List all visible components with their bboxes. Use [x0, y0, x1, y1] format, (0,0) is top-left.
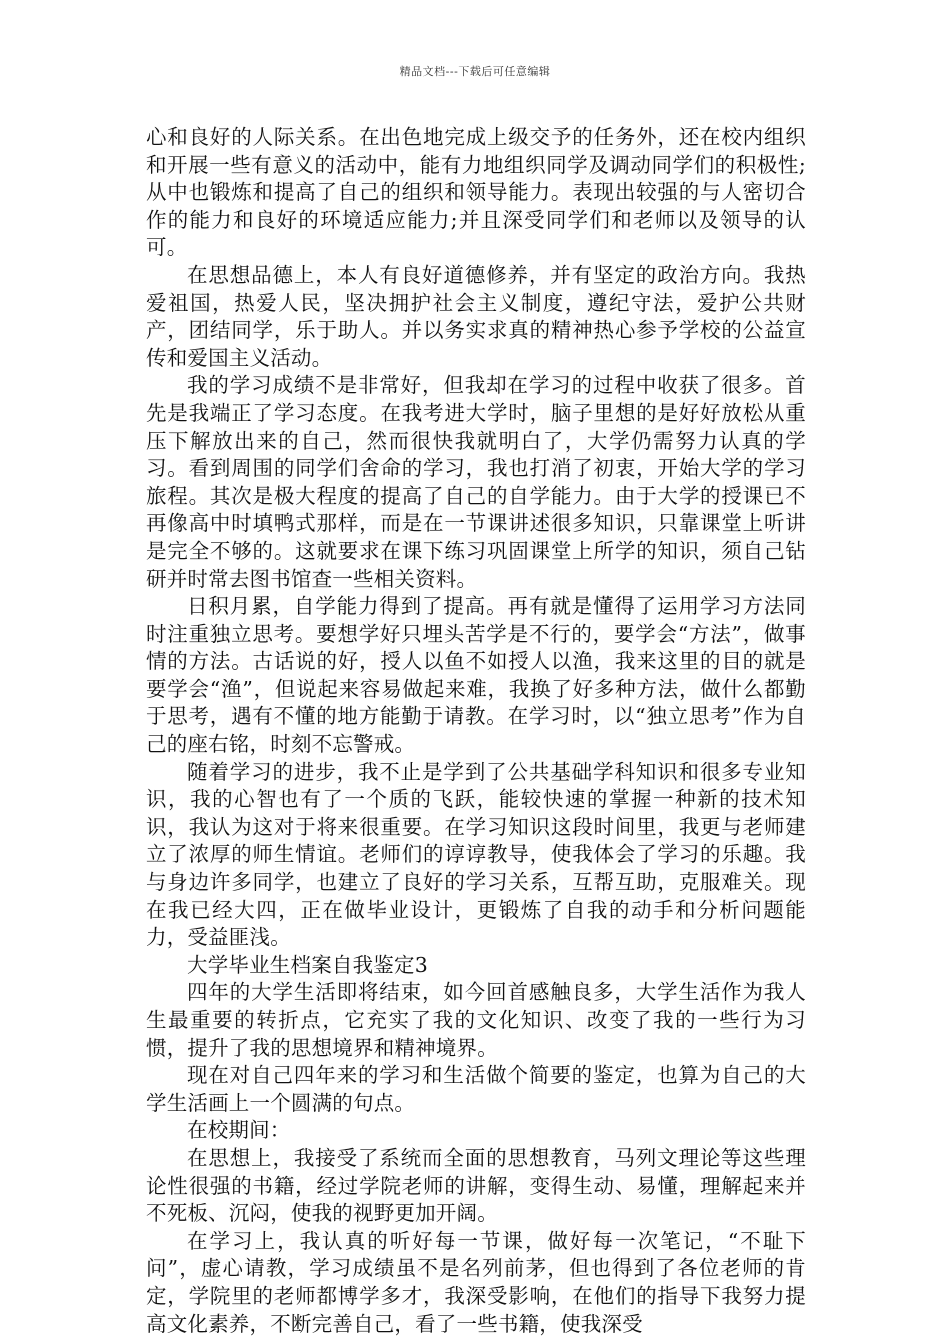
page-header: 精品文档---下载后可任意编辑	[399, 65, 551, 78]
paragraph-6: 四年的大学生活即将结束，如今回首感触良多，大学生活作为我人生最重要的转折点，它充实了我的文化知识、改变了我的一些行为习惯，提升了我的思想境界和精神境界。	[146, 980, 806, 1060]
paragraph-9: 在学习上，我认真的听好每一节课，做好每一次笔记，“不耻下问”，虚心请教，学习成绩虽不是名列前茅，但也得到了各位老师的肯定，学院里的老师都博学多才，我深受影响，在他们的指导下我努力提高文化素养，不断完善自己，看了一些书籍，使我深受	[146, 1228, 806, 1336]
paragraph-8: 在思想上，我接受了系统而全面的思想教育，马列文理论等这些理论性很强的书籍，经过学院老师的讲解，变得生动、易懂，理解起来并不死板、沉闷，使我的视野更加开阔。	[146, 1145, 806, 1226]
paragraph-4: 日积月累，自学能力得到了提高。再有就是懂得了运用学习方法同时注重独立思考。要想学好只埋头苦学是不行的，要学会“方法”，做事情的方法。古话说的好，授人以鱼不如授人以渔，我来这里的目的就是要学会“渔”，但说起来容易做起来难，我换了好多种方法，做什么都勤于思考，遇有不懂的地方能勤于请教。在学习时，以“独立思考”作为自己的座右铭，时刻不忘警戒。	[146, 594, 806, 757]
paragraph-7: 现在对自己四年来的学习和生活做个简要的鉴定，也算为自己的大学生活画上一个圆满的句点。	[146, 1063, 806, 1115]
document-body	[146, 124, 806, 1338]
paragraph-1: 心和良好的人际关系。在出色地完成上级交予的任务外，还在校内组织和开展一些有意义的活动中，能有力地组织同学及调动同学们的积极性;从中也锻炼和提高了自己的组织和领导能力。表现出较强的与人密切合作的能力和良好的环境适应能力;并且深受同学们和老师以及领导的认可。	[146, 125, 806, 260]
subheading-school-period: 在校期间：	[187, 1118, 291, 1143]
paragraph-2: 在思想品德上，本人有良好道德修养，并有坚定的政治方向。我热爱祖国，热爱人民，坚决拥护社会主义制度，遵纪守法，爱护公共财产，团结同学，乐于助人。并以务实求真的精神热心参予学校的公益宣传和爱国主义活动。	[146, 262, 806, 370]
paragraph-5: 随着学习的进步，我不止是学到了公共基础学科知识和很多专业知识，我的心智也有了一个质的飞跃，能较快速的掌握一种新的技术知识，我认为这对于将来很重要。在学习知识这段时间里，我更与老师建立了浓厚的师生情谊。老师们的谆谆教导，使我体会了学习的乐趣。我与身边许多同学，也建立了良好的学习关系，互帮互助，克服难关。现在我已经大四，正在做毕业设计，更锻炼了自我的动手和分析问题能力，受益匪浅。	[146, 759, 806, 950]
paragraph-3: 我的学习成绩不是非常好，但我却在学习的过程中收获了很多。首先是我端正了学习态度。在我考进大学时，脑子里想的是好好放松从重压下解放出来的自己，然而很快我就明白了，大学仍需努力认真的学习。看到周围的同学们舍命的学习，我也打消了初衷，开始大学的学习旅程。其次是极大程度的提高了自己的自学能力。由于大学的授课已不再像高中时填鸭式那样，而是在一节课讲述很多知识，只靠课堂上听讲是完全不够的。这就要求在课下练习巩固课堂上所学的知识，须自己钻研并时常去图书馆查一些相关资料。	[146, 373, 806, 591]
section-heading: 大学毕业生档案自我鉴定3	[187, 952, 428, 977]
